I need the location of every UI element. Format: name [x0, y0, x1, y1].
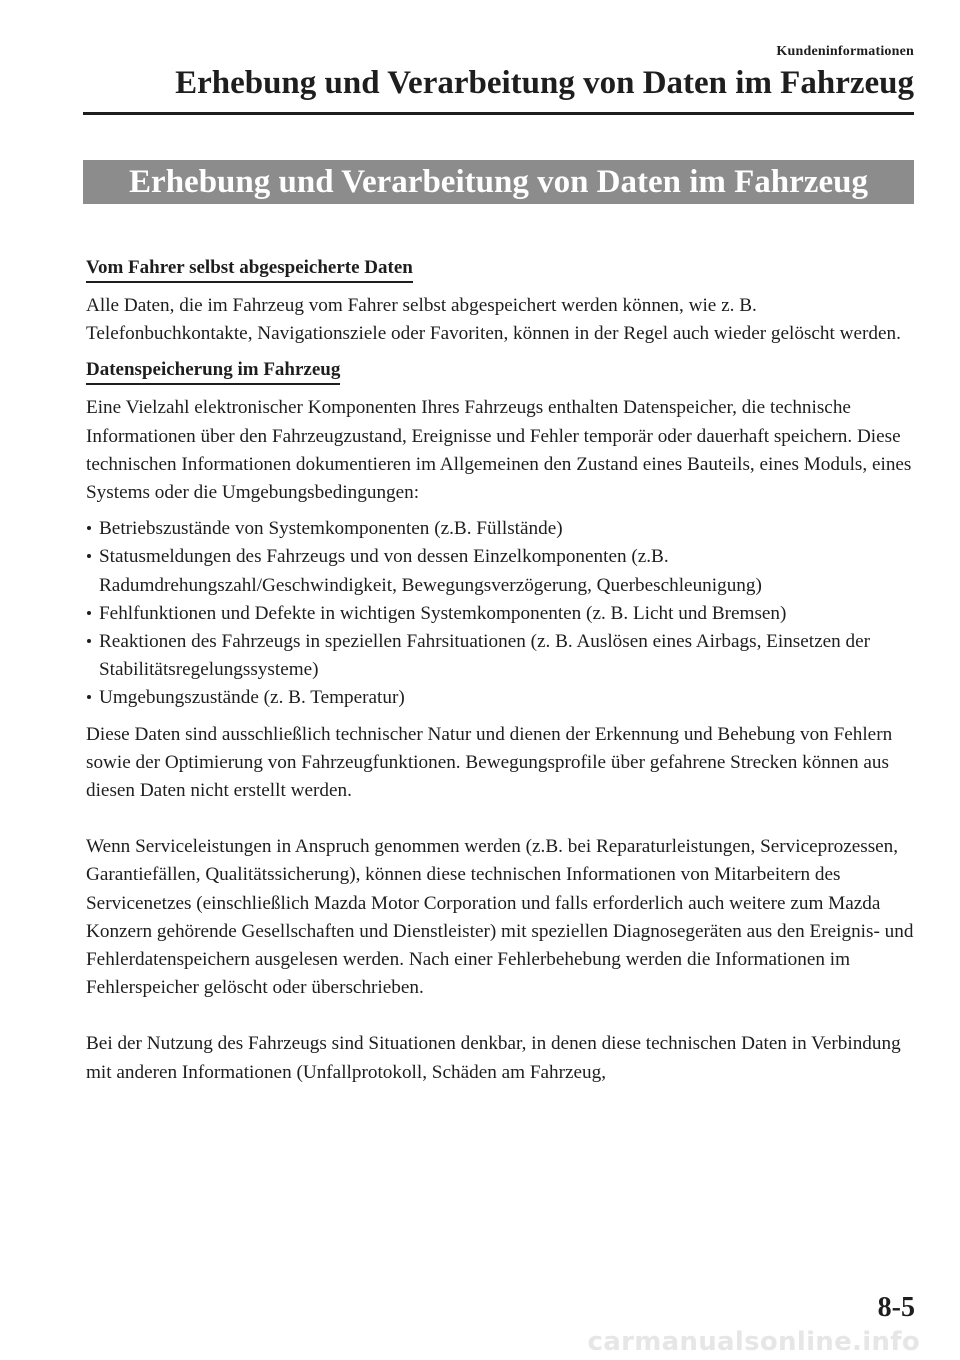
section-title: Erhebung und Verarbeitung von Daten im Fahrzeug	[175, 65, 914, 101]
paragraph-data-storage: Eine Vielzahl elektronischer Komponenten Ihres Fahrzeugs enthalten Datenspeicher, die technische Informationen über den Fahrzeugzustand, Ereignisse und Fehler temporär oder dauerhaft speichern. Diese technischen Informationen dokumentieren im Allgemeinen den Zustand eines Bauteils, eines Moduls, eines Systems oder die Umgebungsbedingungen:	[86, 397, 912, 504]
bullet-icon	[87, 554, 91, 558]
subheading-driver-data: Vom Fahrer selbst abgespeicherte Daten	[86, 256, 413, 283]
list-item	[86, 515, 914, 543]
page-number: 8-5	[877, 1292, 915, 1323]
bullet-icon	[87, 526, 91, 530]
running-header	[74, 42, 914, 103]
list-item-text: Statusmeldungen des Fahrzeugs und von dessen Einzelkomponenten (z.B. Radumdrehungszahl/Geschwindigkeit, Bewegungsverzögerung, Querbeschleunigung)	[99, 546, 762, 596]
header-divider	[83, 112, 914, 115]
paragraph-technical-nature: Diese Daten sind ausschließlich technischer Natur und dienen der Erkennung und Behebung von Fehlern sowie der Optimierung von Fahrzeugfunktionen. Bewegungsprofile über gefahrene Strecken können aus diesen Daten nicht erstellt werden.	[86, 723, 893, 802]
chapter-label: Kundeninformationen	[776, 44, 914, 59]
bullet-list	[86, 515, 914, 712]
main-content	[86, 254, 914, 1087]
page-title-banner: Erhebung und Verarbeitung von Daten im Fahrzeug	[83, 160, 914, 204]
paragraph-driver-data: Alle Daten, die im Fahrzeug vom Fahrer selbst abgespeichert werden können, wie z. B. Telefonbuchkontakte, Navigationsziele oder Favoriten, können in der Regel auch wieder gelöscht werden.	[86, 295, 901, 345]
subheading-data-storage: Datenspeicherung im Fahrzeug	[86, 358, 340, 385]
list-item-text: Reaktionen des Fahrzeugs in speziellen Fahrsituationen (z. B. Auslösen eines Airbags, Einsetzen der Stabilitätsregelungssysteme)	[99, 631, 871, 681]
watermark: carmanualsonline.info	[587, 1327, 920, 1357]
list-item	[86, 600, 914, 628]
list-item	[86, 543, 914, 599]
list-item-text: Betriebszustände von Systemkomponenten (z.B. Füllstände)	[99, 518, 563, 540]
paragraph-service: Wenn Serviceleistungen in Anspruch genommen werden (z.B. bei Reparaturleistungen, Serviceprozessen, Garantiefällen, Qualitätssicherung), können diese technischen Informationen von Mitarbeitern des Servicenetzes (einschließlich Mazda Motor Corporation und falls erforderlich auch weitere zum Mazda Konzern gehörende Gesellschaften und Dienstleister) mit speziellen Diagnosegeräten aus den Ereignis- und Fehlerdatenspeichern ausgelesen werden. Nach einer Fehlerbehebung werden die Informationen im Fehlerspeicher gelöscht oder überschrieben.	[86, 836, 914, 999]
list-item	[86, 628, 914, 684]
bullet-icon	[87, 611, 91, 615]
bullet-icon	[87, 695, 91, 699]
list-item-text: Umgebungszustände (z. B. Temperatur)	[99, 687, 405, 709]
list-item	[86, 684, 914, 712]
bullet-icon	[87, 639, 91, 643]
list-item-text: Fehlfunktionen und Defekte in wichtigen Systemkomponenten (z. B. Licht und Bremsen)	[99, 602, 787, 624]
paragraph-usage: Bei der Nutzung des Fahrzeugs sind Situationen denkbar, in denen diese technischen Daten in Verbindung mit anderen Informationen (Unfallprotokoll, Schäden am Fahrzeug,	[86, 1033, 901, 1083]
